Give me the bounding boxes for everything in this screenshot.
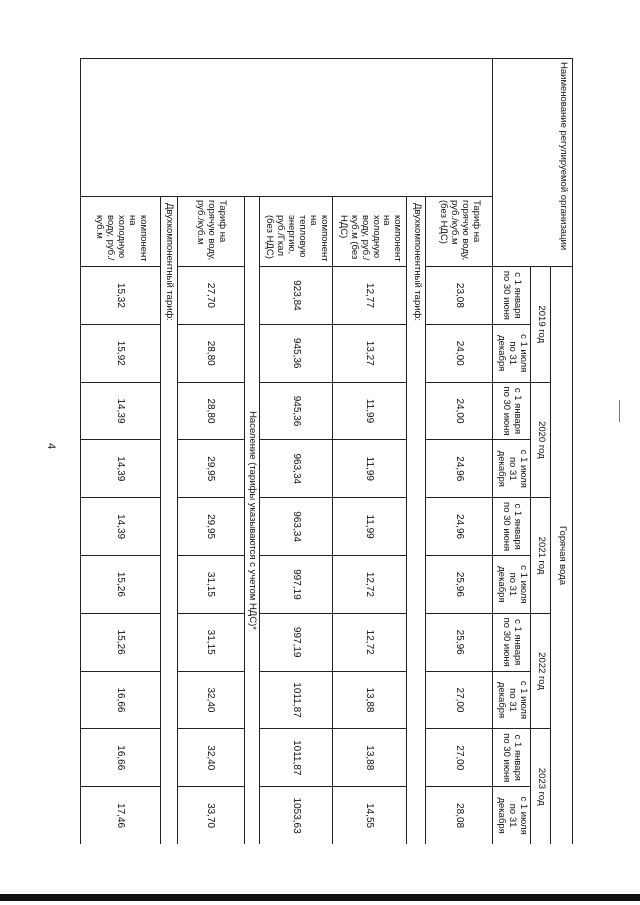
tariff-value-cell: 997,19 — [259, 556, 333, 614]
tariff-value-cell: 12,77 — [333, 267, 407, 325]
tariff-table — [80, 58, 573, 844]
tariff-value-cell: 1011,87 — [259, 729, 333, 787]
row-label: Тариф на горячую воду, руб./куб.м (без НДС) — [426, 197, 493, 267]
period-header: с 1 июля по 31 декабря — [493, 556, 531, 614]
two-component-label: Двухкомпонентный тариф: — [160, 197, 177, 845]
period-header: с 1 января по 30 июня — [493, 267, 531, 325]
period-header: с 1 января по 30 июня — [493, 729, 531, 787]
tariff-value-cell: 32,40 — [177, 729, 244, 787]
tariff-value-cell: 14,39 — [81, 382, 161, 440]
tariff-value-cell: 24,00 — [426, 382, 493, 440]
period-header: с 1 июля по 31 декабря — [493, 671, 531, 729]
tariff-value-cell: 923,84 — [259, 267, 333, 325]
tariff-value-cell: 1011,87 — [259, 671, 333, 729]
scan-bottom-edge — [0, 894, 640, 901]
tariff-table-body — [81, 59, 493, 845]
period-header: с 1 января по 30 июня — [493, 613, 531, 671]
tariff-value-cell: 963,34 — [259, 440, 333, 498]
period-header: с 1 января по 30 июня — [493, 498, 531, 556]
period-header: с 1 января по 30 июня — [493, 382, 531, 440]
period-header: с 1 июля по 31 декабря — [493, 324, 531, 382]
scan-mark — [619, 400, 620, 422]
tariff-value-cell: 32,40 — [177, 671, 244, 729]
tariff-value-cell: 31,15 — [177, 613, 244, 671]
page-number: 4 — [45, 442, 58, 450]
tariff-value-cell: 12,72 — [333, 556, 407, 614]
table-row — [426, 59, 493, 845]
tariff-value-cell: 25,96 — [426, 613, 493, 671]
tariff-value-cell: 16,66 — [81, 671, 161, 729]
tariff-value-cell: 12,72 — [333, 613, 407, 671]
hot-water-header: Горячая вода — [551, 267, 573, 844]
tariff-value-cell: 25,96 — [426, 556, 493, 614]
tariff-value-cell: 15,92 — [81, 324, 161, 382]
tariff-value-cell: 28,80 — [177, 324, 244, 382]
tariff-value-cell: 31,15 — [177, 556, 244, 614]
tariff-value-cell: 13,27 — [333, 324, 407, 382]
tariff-value-cell: 24,96 — [426, 498, 493, 556]
tariff-value-cell: 27,00 — [426, 729, 493, 787]
tariff-value-cell: 29,95 — [177, 498, 244, 556]
tariff-value-cell: 1053,63 — [259, 787, 333, 844]
period-header: с 1 июля по 31 декабря — [493, 787, 531, 844]
tariff-value-cell: 24,00 — [426, 324, 493, 382]
row-label: Тариф на горячую воду, руб./куб.м — [177, 197, 244, 267]
tariff-value-cell: 28,08 — [426, 787, 493, 844]
org-name-header: Наименование регулируемой организации — [493, 59, 573, 267]
tariff-value-cell: 13,88 — [333, 671, 407, 729]
tariff-value-cell: 15,32 — [81, 267, 161, 325]
row-label: компонент на холодную воду, руб./куб.м (без НДС) — [333, 197, 407, 267]
tariff-value-cell: 13,88 — [333, 729, 407, 787]
tariff-value-cell: 27,00 — [426, 671, 493, 729]
tariff-value-cell: 17,46 — [81, 787, 161, 844]
tariff-value-cell: 945,36 — [259, 382, 333, 440]
tariff-value-cell: 11,99 — [333, 440, 407, 498]
tariff-value-cell: 15,26 — [81, 613, 161, 671]
tariff-value-cell: 29,95 — [177, 440, 244, 498]
tariff-value-cell: 997,19 — [259, 613, 333, 671]
year-header: 2023 год — [531, 729, 551, 844]
rotated-table-container — [80, 58, 573, 844]
tariff-value-cell: 14,39 — [81, 440, 161, 498]
tariff-value-cell: 24,96 — [426, 440, 493, 498]
tariff-value-cell: 963,34 — [259, 498, 333, 556]
year-header: 2022 год — [531, 613, 551, 729]
tariff-value-cell: 33,70 — [177, 787, 244, 844]
tariff-value-cell: 945,36 — [259, 324, 333, 382]
year-header: 2020 год — [531, 382, 551, 498]
tariff-table-frame — [80, 58, 573, 844]
population-section-header: Население (тарифы указываются с учетом НДС)* — [244, 197, 259, 845]
tariff-value-cell: 28,80 — [177, 382, 244, 440]
row-label: компонент на тепловую энергию, руб./Гкал (без НДС) — [259, 197, 333, 267]
tariff-value-cell: 14,55 — [333, 787, 407, 844]
period-header: с 1 июля по 31 декабря — [493, 440, 531, 498]
tariff-value-cell: 14,39 — [81, 498, 161, 556]
year-header: 2021 год — [531, 498, 551, 614]
org-name-cell — [81, 59, 493, 197]
tariff-value-cell: 16,66 — [81, 729, 161, 787]
tariff-value-cell: 23,08 — [426, 267, 493, 325]
tariff-value-cell: 27,70 — [177, 267, 244, 325]
tariff-value-cell: 11,99 — [333, 498, 407, 556]
tariff-value-cell: 15,26 — [81, 556, 161, 614]
row-label: компонент на холодную воду, руб./куб.м — [81, 197, 161, 267]
tariff-value-cell: 11,99 — [333, 382, 407, 440]
two-component-label: Двухкомпонентный тариф: — [406, 197, 425, 845]
year-header: 2019 год — [531, 267, 551, 383]
